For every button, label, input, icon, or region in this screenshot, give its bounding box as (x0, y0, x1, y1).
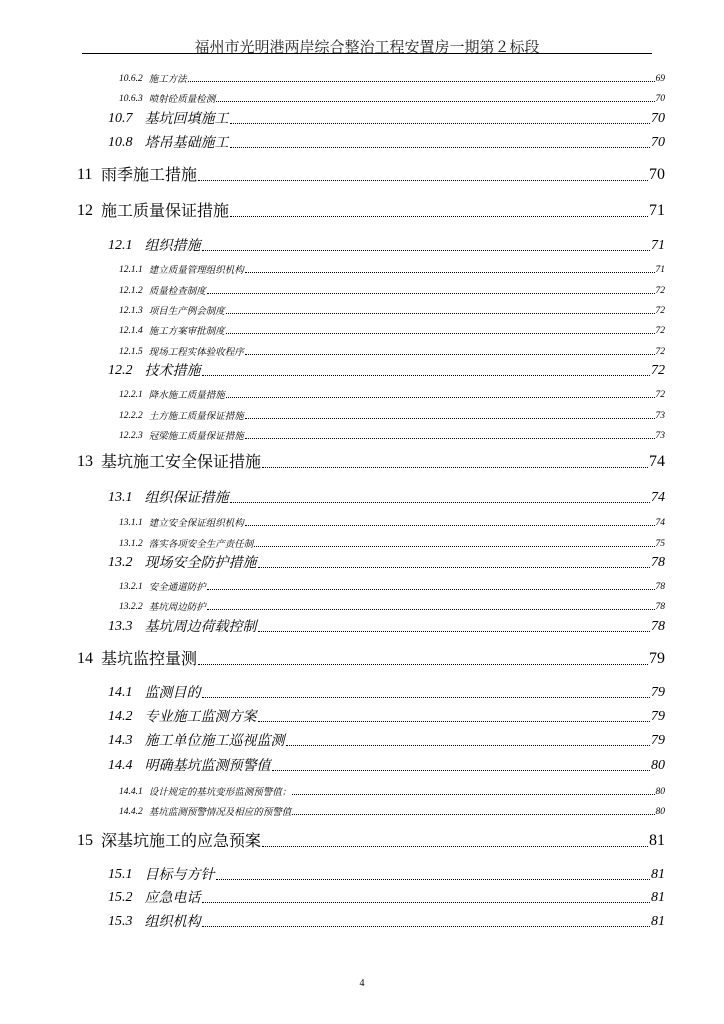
toc-entry-number: 13.2 (108, 555, 133, 570)
toc-entry-title: 基坑周边防护 (148, 601, 206, 613)
toc-entry-title: 应急电话 (144, 890, 201, 906)
toc-entry-page: 80 (655, 786, 665, 797)
toc-entry-number: 14.1 (108, 685, 133, 700)
toc-entry-number: 12.2.1 (119, 389, 143, 400)
toc-entry-number: 12.1.2 (119, 285, 143, 296)
toc-entry-title: 技术措施 (144, 363, 201, 379)
toc-entry-page: 80 (651, 758, 665, 773)
toc-entry[interactable] (77, 165, 665, 183)
toc-entry[interactable] (119, 73, 665, 85)
dot-leader (198, 663, 648, 665)
dot-leader (230, 501, 651, 503)
toc-entry-title: 质量检查制度 (148, 285, 206, 297)
dot-leader (202, 696, 651, 698)
toc-entry-number: 13.2.1 (119, 581, 143, 592)
toc-entry[interactable] (108, 110, 665, 126)
toc-entry[interactable] (77, 649, 665, 667)
toc-entry-page: 79 (649, 650, 665, 667)
toc-entry[interactable] (108, 889, 665, 905)
dot-leader (272, 769, 651, 771)
toc-entry-number: 12.1.3 (119, 305, 143, 316)
toc-entry[interactable] (108, 708, 665, 724)
toc-entry-page: 78 (655, 581, 665, 592)
toc-entry-number: 12.1.4 (119, 325, 143, 336)
toc-entry-page: 69 (655, 73, 665, 84)
toc-entry-title: 项目生产例会制度 (148, 305, 225, 317)
toc-entry-page: 79 (651, 685, 665, 700)
toc-entry-page: 72 (655, 285, 665, 296)
toc-entry[interactable] (119, 264, 665, 276)
dot-leader (226, 332, 655, 334)
toc-entry-page: 81 (649, 832, 665, 849)
toc-entry[interactable] (108, 618, 665, 634)
toc-entry-page: 81 (651, 890, 665, 905)
toc-entry-number: 12.2.3 (119, 430, 143, 441)
toc-entry-title: 建立质量管理组织机构 (148, 264, 244, 276)
toc-entry-title: 现场安全防护措施 (144, 555, 257, 571)
dot-leader (230, 215, 648, 217)
toc-entry-page: 71 (655, 264, 665, 275)
dot-leader (262, 845, 648, 847)
toc-entry-page: 75 (655, 538, 665, 549)
toc-entry[interactable] (119, 581, 665, 593)
toc-entry-number: 13 (77, 453, 93, 470)
toc-entry-number: 10.6.2 (119, 73, 143, 84)
toc-entry[interactable] (119, 285, 665, 297)
toc-entry[interactable] (119, 538, 665, 550)
toc-entry-number: 13.1.2 (119, 538, 143, 549)
dot-leader (202, 374, 651, 376)
dot-leader (202, 925, 651, 927)
dot-leader (245, 271, 655, 273)
toc-entry-title: 基坑回填施工 (144, 111, 229, 127)
toc-entry[interactable] (108, 237, 665, 253)
dot-leader (254, 545, 654, 547)
dot-leader (202, 249, 651, 251)
toc-entry-title: 基坑周边荷载控制 (144, 619, 257, 635)
toc-entry-title: 落实各项安全生产责任制 (148, 538, 254, 550)
dot-leader (292, 813, 654, 815)
dot-leader (207, 588, 655, 590)
dot-leader (207, 292, 655, 294)
dot-leader (207, 608, 655, 610)
toc-entry-title: 组织措施 (144, 238, 201, 254)
toc-entry-title: 施工方案审批制度 (148, 325, 225, 337)
dot-leader (258, 630, 651, 632)
dot-leader (230, 122, 651, 124)
dot-leader (286, 744, 651, 746)
toc-entry-number: 13.1 (108, 490, 133, 505)
toc-entry-page: 78 (651, 555, 665, 570)
toc-entry-number: 10.7 (108, 111, 133, 126)
toc-entry-title: 降水施工质量措施 (148, 389, 225, 401)
toc-entry-page: 81 (651, 867, 665, 882)
toc-entry[interactable] (119, 93, 665, 105)
toc-entry-page: 80 (655, 806, 665, 817)
toc-entry[interactable] (77, 831, 665, 849)
toc-entry-number: 14.3 (108, 733, 133, 748)
toc-entry[interactable] (108, 866, 665, 882)
dot-leader (216, 878, 651, 880)
dot-leader (216, 100, 654, 102)
toc-entry-number: 12.2 (108, 363, 133, 378)
toc-entry-title: 施工单位施工巡视监测 (144, 733, 285, 749)
toc-entry-page: 70 (655, 93, 665, 104)
toc-entry-title: 冠梁施工质量保证措施 (148, 430, 244, 442)
toc-entry-title: 喷射砼质量检测 (148, 93, 216, 105)
toc-entry[interactable] (119, 410, 665, 422)
toc-entry-title: 建立安全保证组织机构 (148, 517, 244, 529)
toc-entry-page: 73 (655, 410, 665, 421)
dot-leader (258, 566, 651, 568)
toc-entry-page: 81 (651, 914, 665, 929)
toc-entry-page: 71 (651, 238, 665, 253)
toc-entry-title: 明确基坑监测预警值 (144, 758, 271, 774)
toc-entry-title: 组织保证措施 (144, 490, 229, 506)
toc-entry-title: 深基坑施工的应急预案 (101, 831, 262, 850)
toc-entry-page: 70 (649, 166, 665, 183)
toc-entry-title: 基坑施工安全保证措施 (101, 452, 262, 471)
toc-entry[interactable] (108, 732, 665, 748)
toc-entry-number: 13.2.2 (119, 601, 143, 612)
toc-entry-page: 72 (655, 325, 665, 336)
toc-entry-page: 72 (655, 389, 665, 400)
toc-entry-number: 13.3 (108, 619, 133, 634)
toc-entry-title: 塔吊基础施工 (144, 135, 229, 151)
toc-entry-number: 14.2 (108, 709, 133, 724)
dot-leader (188, 80, 655, 82)
toc-entry-page: 79 (651, 709, 665, 724)
toc-entry-page: 72 (655, 346, 665, 357)
toc-entry-number: 15.1 (108, 867, 133, 882)
toc-entry-number: 12.1.5 (119, 346, 143, 357)
dot-leader (245, 417, 655, 419)
toc-entry[interactable] (119, 389, 665, 401)
toc-entry-title: 基坑监控量测 (101, 649, 198, 668)
toc-entry[interactable] (108, 684, 665, 700)
dot-leader (226, 396, 655, 398)
toc-entry[interactable] (108, 134, 665, 150)
toc-entry-number: 15.2 (108, 890, 133, 905)
toc-entry-number: 14.4.1 (119, 786, 143, 797)
toc-entry[interactable] (119, 601, 665, 613)
toc-entry-page: 79 (651, 733, 665, 748)
dot-leader (202, 901, 651, 903)
toc-entry[interactable] (119, 305, 665, 317)
page-number: 4 (359, 978, 365, 989)
toc-entry[interactable] (119, 806, 665, 818)
toc-entry-number: 12.1.1 (119, 264, 143, 275)
toc-entry-number: 14.4.2 (119, 806, 143, 817)
toc-entry-number: 10.8 (108, 135, 133, 150)
toc-entry-number: 14.4 (108, 758, 133, 773)
toc-entry-page: 74 (655, 517, 665, 528)
dot-leader (292, 793, 654, 795)
toc-entry-page: 70 (651, 135, 665, 150)
toc-entry-number: 13.1.1 (119, 517, 143, 528)
dot-leader (198, 179, 648, 181)
toc-entry-page: 72 (651, 363, 665, 378)
toc-entry-number: 11 (77, 166, 93, 183)
toc-entry[interactable] (108, 757, 665, 773)
dot-leader (262, 466, 648, 468)
toc-entry-page: 78 (655, 601, 665, 612)
toc-entry-title: 雨季施工措施 (101, 165, 198, 184)
toc-entry-number: 14 (77, 650, 93, 667)
toc-entry-title: 施工方法 (148, 73, 187, 85)
toc-entry-page: 72 (655, 305, 665, 316)
toc-entry-title: 施工质量保证措施 (101, 201, 230, 220)
toc-entry-title: 现场工程实体验收程序 (148, 346, 244, 358)
toc-entry-title: 基坑监测预警情况及相应的预警值 (148, 806, 292, 818)
dot-leader (258, 720, 651, 722)
toc-entry-number: 10.6.3 (119, 93, 143, 104)
toc-entry[interactable] (119, 346, 665, 358)
dot-leader (245, 353, 655, 355)
toc-entry[interactable] (108, 489, 665, 505)
toc-entry[interactable] (119, 325, 665, 337)
dot-leader (245, 524, 655, 526)
header-title: 福州市光明港两岸综合整治工程安置房一期第２标段 (194, 40, 540, 56)
toc-entry-number: 12.1 (108, 238, 133, 253)
toc-entry[interactable] (108, 554, 665, 570)
toc-entry[interactable] (77, 201, 665, 219)
toc-entry-title: 目标与方针 (144, 867, 215, 883)
toc-entry-title: 土方施工质量保证措施 (148, 410, 244, 422)
toc-entry-number: 12.2.2 (119, 410, 143, 421)
toc-entry[interactable] (119, 430, 665, 442)
toc-entry[interactable] (108, 362, 665, 378)
toc-entry[interactable] (119, 786, 665, 798)
toc-entry-page: 71 (649, 202, 665, 219)
toc-entry-page: 74 (651, 490, 665, 505)
toc-entry-number: 15.3 (108, 914, 133, 929)
toc-entry-title: 安全通道防护 (148, 581, 206, 593)
toc-entry[interactable] (119, 517, 665, 529)
toc-entry-page: 74 (649, 453, 665, 470)
toc-entry-title: 专业施工监测方案 (144, 709, 257, 725)
dot-leader (226, 312, 655, 314)
toc-entry-page: 78 (651, 619, 665, 634)
dot-leader (245, 437, 655, 439)
dot-leader (230, 146, 651, 148)
toc-entry-title: 组织机构 (144, 914, 201, 930)
toc-entry-title: 监测目的 (144, 685, 201, 701)
toc-entry-page: 70 (651, 111, 665, 126)
toc-entry-number: 12 (77, 202, 93, 219)
toc-entry[interactable] (108, 913, 665, 929)
toc-entry-title: 设计规定的基坑变形监测预警值： (148, 786, 292, 798)
toc-entry-page: 73 (655, 430, 665, 441)
toc-entry[interactable] (77, 452, 665, 470)
toc-entry-number: 15 (77, 832, 93, 849)
